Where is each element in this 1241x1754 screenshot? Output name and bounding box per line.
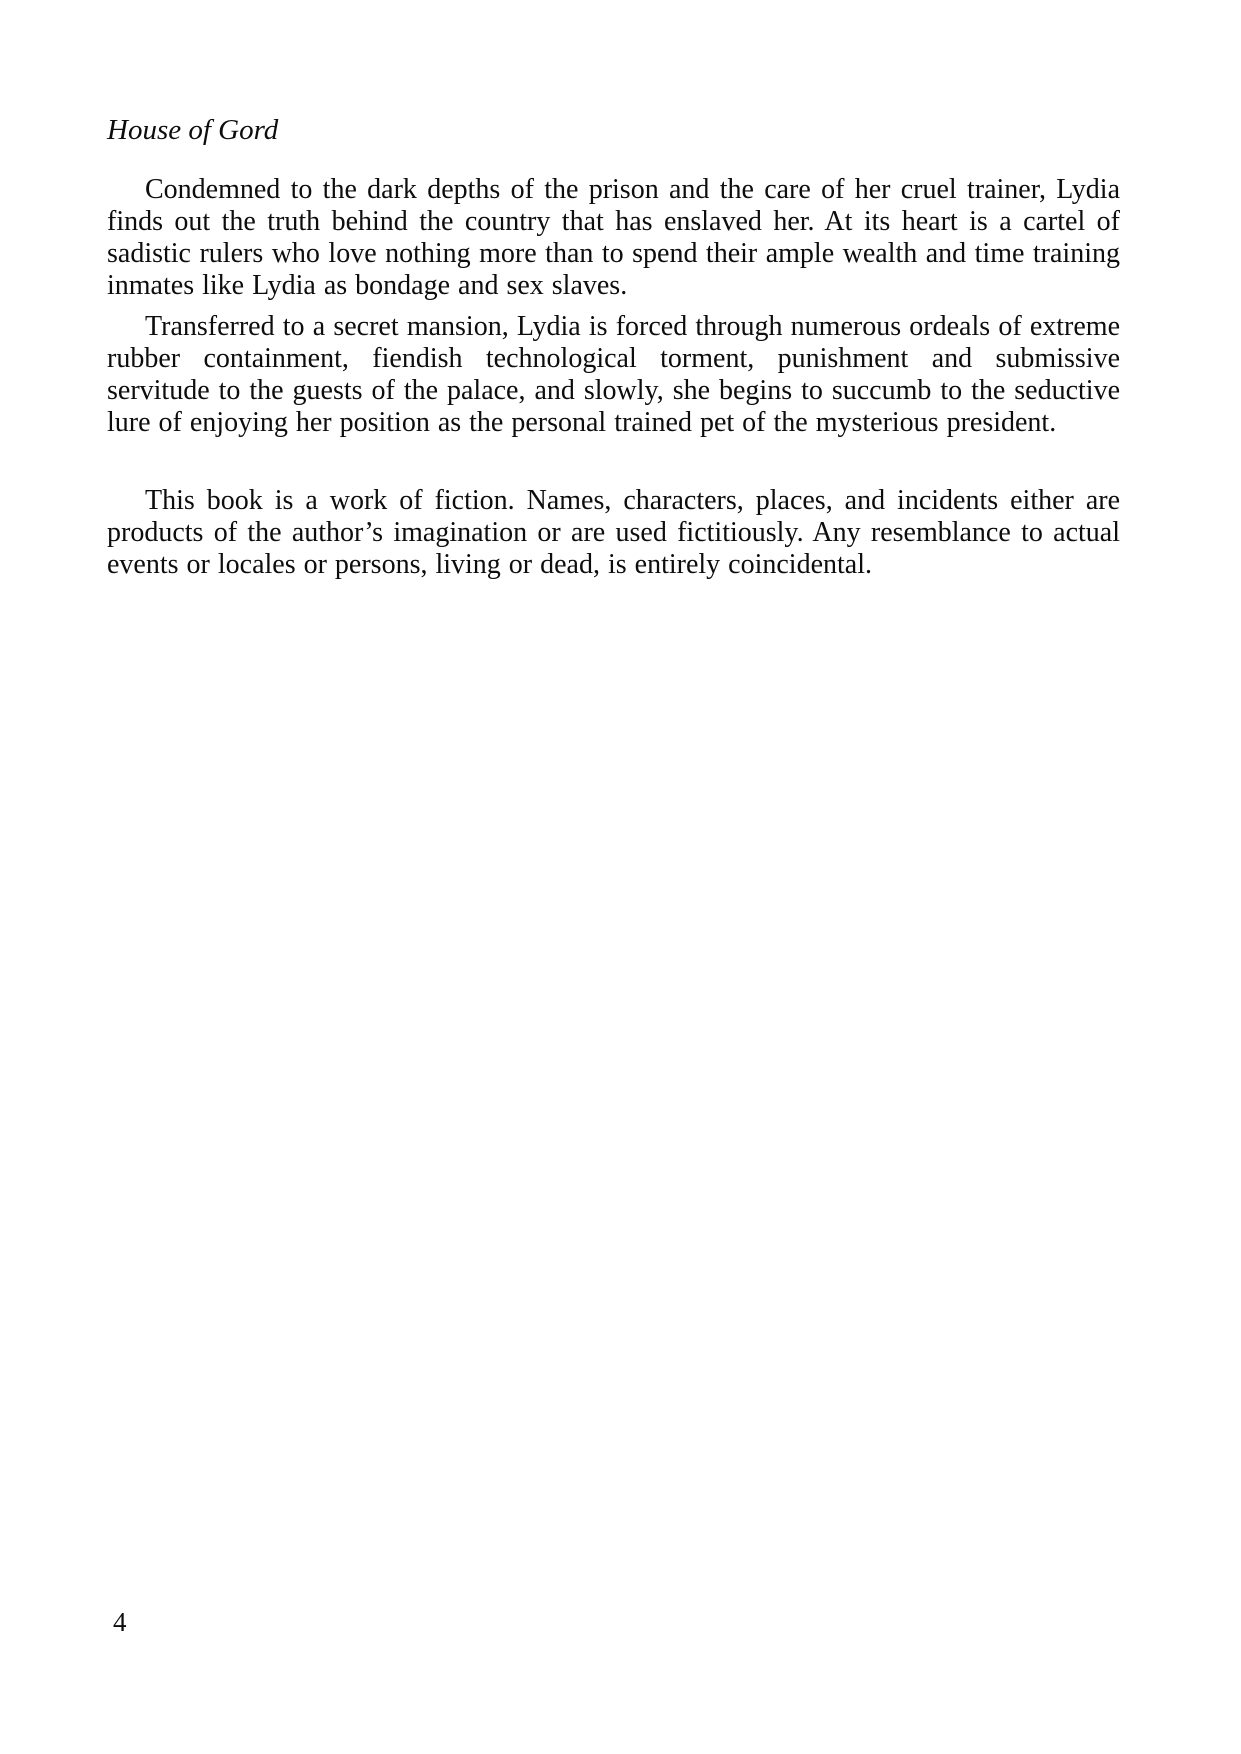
page-content	[107, 114, 1120, 590]
disclaimer-paragraph: This book is a work of fiction. Names, characters, places, and incidents either are products of the author’s imagination or are used fictitiously. Any resemblance to actual events or locales or persons, living or dead, is entirely coincidental.	[107, 485, 1120, 580]
synopsis-paragraph-1: Condemned to the dark depths of the prison and the care of her cruel trainer, Lydia finds out the truth behind the country that has enslaved her. At its heart is a cartel of sadistic rulers who love nothing more than to spend their ample wealth and time training inmates like Lydia as bondage and sex slaves.	[107, 174, 1120, 301]
page-number: 4	[113, 1607, 127, 1637]
running-header: House of Gord	[107, 114, 279, 146]
synopsis-paragraph-2: Transferred to a secret mansion, Lydia is forced through numerous ordeals of extreme rubber containment, fiendish technological torment, punishment and submissive servitude to the guests of the palace, and slowly, she begins to succumb to the seductive lure of enjoying her position as the personal trained pet of the mysterious president.	[107, 311, 1120, 438]
